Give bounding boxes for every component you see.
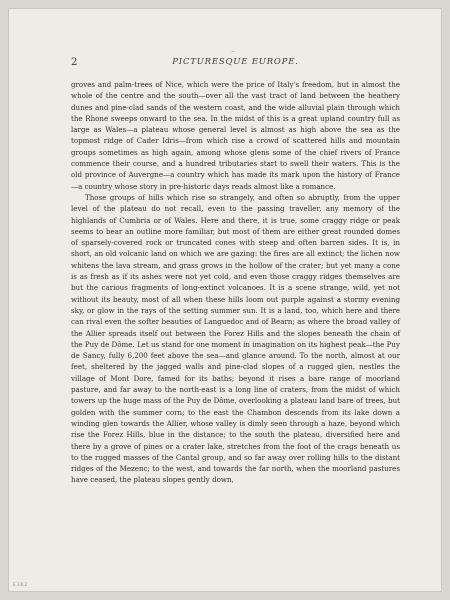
header-ornament: ~ [231,49,236,55]
page-number: 2 [71,57,78,68]
page-header [71,49,400,71]
paragraph-2: Those groups of hills which rise so strangely, and often so abruptly, from the upper level of the plateau do not recall, even to the passing traveller, any memory of the highlands of Cumbria or of Wales. Here and there, it is true, some craggy ridge or peak seems to bear an outline more familiar, but most of them are either great rounded domes of sparsely-covered rock or truncated cones with steep and often barren sides. It is, in short, an old volcanic land on which we are gazing: the fires are all extinct; the lichen now whitens the lava stream, and grass grows in the hollow of the crater; but yet many a cone is as fresh as if its ashes were not yet cold, and even those craggy ridges themselves are but the carious fragments of long-extinct volcanoes. It is a scene strange, wild, yet not without its beauty, most of all when these hills loom out purple against a stormy evening sky, or glow in the rays of the setting summer sun. It is a land, too, which here and there can rival even the softer beauties of Languedoc and of Bearn; as where the broad valley of the Allier spreads itself out between the Forez Hills and the slopes beneath the chain of the Puy de Dôme. Let us stand for one moment in imagination on its highest peak—the Puy de Sancy, fully 6,200 feet above the sea—and glance around. To the north, almost at our feet, sheltered by the jagged walls and pine-clad slopes of a rugged glen, nestles the village of Mont Dore, famed for its baths; beyond it rises a bare range of moorland pasture, and far away to the north-east is a long line of craters, from the midst of which towers up the huge mass of the Puy de Dôme, overlooking a plateau land bare of trees, but golden with the summer corn; to the east the Chambon descends from its lake down a winding glen towards the Allier, whose valley is dimly seen through a haze, beyond which rise the Forez Hills, blue in the distance; to the south the plateau, diversified here and there by a grove of pines or a crater lake, stretches from the foot of the crags beneath us to the rugged masses of the Cantal group, and so far away over rolling hills to the distant ridges of the Mezenc; to the west, and towards the far north, when the moorland pastures have ceased, the plateau slopes gently down, [71,192,400,485]
paragraph-1: groves and palm-trees of Nice, which were the price of Italy's freedom, but in almost the whole of the centre and the south—over all the vast tract of land between the heathery dunes and pine-clad sands of the western coast, and the wide alluvial plain through which the Rhone sweeps onward to the sea. In the midst of this is a great upland country full as large as Wales—a plateau whose general level is almost as high above the sea as the topmost ridge of Cader Idris—from which rise a crowd of scattered hills and mountain groups sometimes as high again, among whose glens some of the chief rivers of France commence their course, and a hundred tributaries start to swell their waters. This is the old province of Auvergne—a country which has made its mark upon the history of France—a country whose story in pre-historic days reads almost like a romance. [71,80,400,191]
running-title: PICTURESQUE EUROPE. [172,57,299,67]
corner-mark: E.3.6.2 [13,582,27,587]
body-text [71,79,400,486]
book-page [8,8,442,592]
